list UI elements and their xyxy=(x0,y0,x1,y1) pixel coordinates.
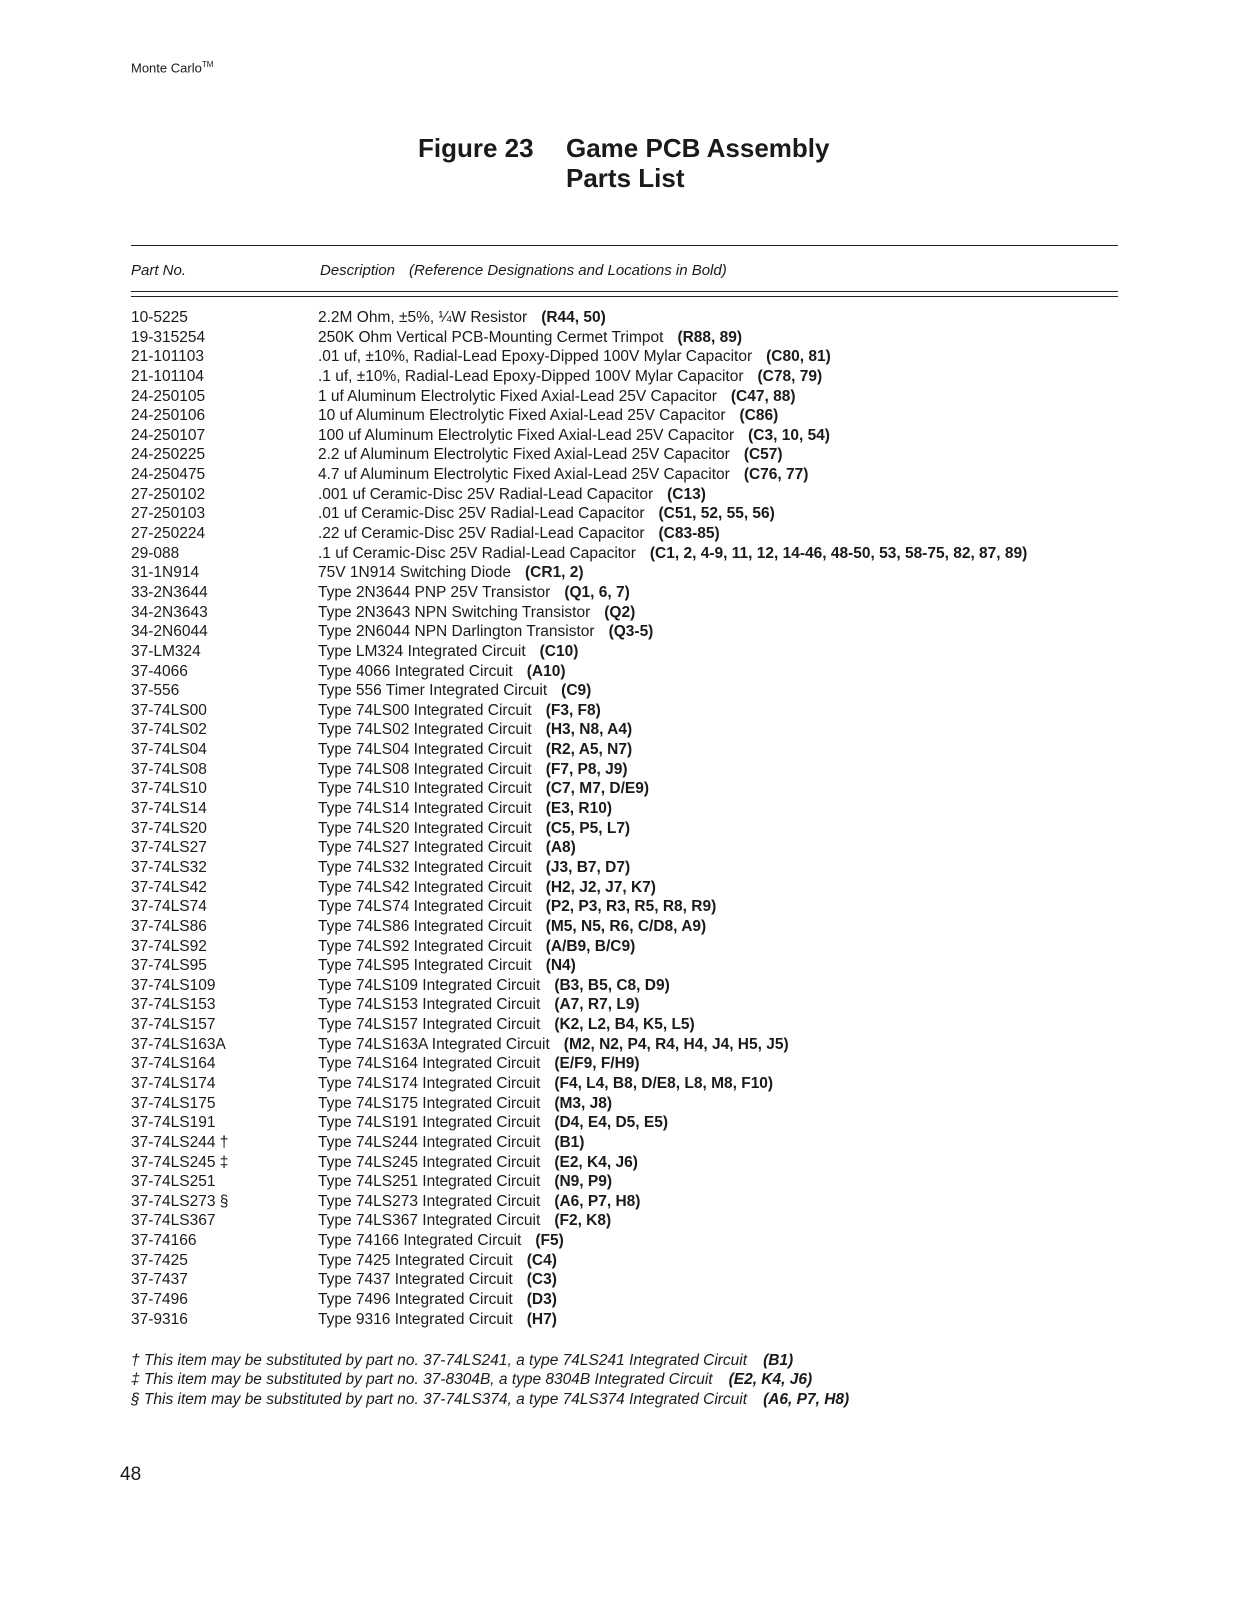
part-number: 37-74LS42 xyxy=(131,878,207,896)
table-row xyxy=(131,347,1131,367)
part-number: 24-250475 xyxy=(131,466,206,484)
part-description xyxy=(318,603,635,623)
part-number: 33-2N3644 xyxy=(131,583,208,601)
part-description xyxy=(318,681,591,701)
reference-designations: (A8) xyxy=(545,839,576,857)
part-description xyxy=(318,544,1027,564)
trademark-mark: TM xyxy=(201,60,214,69)
part-number: 37-74LS244 † xyxy=(131,1133,229,1151)
table-row xyxy=(131,445,1131,465)
footnote: † This item may be substituted by part no. 37-74LS241, a type 74LS241 Integrated Circuit (B1) xyxy=(131,1352,794,1369)
description-text: .001 uf Ceramic-Disc 25V Radial-Lead Capacitor xyxy=(318,485,654,503)
part-number: 21-101103 xyxy=(131,348,204,366)
reference-designations: (F3, F8) xyxy=(545,701,601,719)
description-text: .01 uf, ±10%, Radial-Lead Epoxy-Dipped 100V Mylar Capacitor xyxy=(318,348,753,366)
part-number: 37-74LS157 xyxy=(131,1016,216,1034)
part-description xyxy=(318,1270,557,1290)
part-description xyxy=(318,1251,557,1271)
table-row xyxy=(131,838,1131,858)
part-description xyxy=(318,1192,640,1212)
reference-designations: (F5) xyxy=(535,1232,564,1250)
part-description xyxy=(318,642,578,662)
table-row xyxy=(131,1054,1131,1074)
description-text: Type 74166 Integrated Circuit xyxy=(318,1232,522,1250)
description-text: Type 74LS273 Integrated Circuit xyxy=(318,1192,541,1210)
description-text: Type 2N6044 NPN Darlington Transistor xyxy=(318,623,595,641)
part-number: 37-74LS86 xyxy=(131,917,207,935)
part-description xyxy=(318,367,822,387)
part-description xyxy=(318,995,640,1015)
part-description xyxy=(318,504,775,524)
part-description xyxy=(318,937,635,957)
description-text: Type 556 Timer Integrated Circuit xyxy=(318,682,548,700)
table-row xyxy=(131,720,1131,740)
description-text: 4.7 uf Aluminum Electrolytic Fixed Axial-Lead 25V Capacitor xyxy=(318,466,730,484)
part-description xyxy=(318,1094,612,1114)
table-row xyxy=(131,387,1131,407)
part-number: 37-9316 xyxy=(131,1310,188,1328)
table-row xyxy=(131,642,1131,662)
reference-designations: (B1) xyxy=(554,1133,585,1151)
part-number: 37-74LS163A xyxy=(131,1035,226,1053)
part-number: 37-74LS251 xyxy=(131,1173,216,1191)
reference-designations: (A7, R7, L9) xyxy=(554,996,640,1014)
part-description xyxy=(318,779,649,799)
reference-designations: (K2, L2, B4, K5, L5) xyxy=(554,1016,695,1034)
description-text: Type 7496 Integrated Circuit xyxy=(318,1291,513,1309)
part-description xyxy=(318,524,720,544)
header-rule-1 xyxy=(131,291,1118,292)
description-text: Type 74LS04 Integrated Circuit xyxy=(318,741,532,759)
table-row xyxy=(131,799,1131,819)
table-row xyxy=(131,1290,1131,1310)
reference-designations: (R44, 50) xyxy=(541,309,606,326)
part-number: 27-250224 xyxy=(131,525,206,543)
part-number: 27-250103 xyxy=(131,505,206,523)
description-text: Type 74LS42 Integrated Circuit xyxy=(318,878,532,896)
reference-designations: (C13) xyxy=(667,485,706,503)
table-row xyxy=(131,308,1131,328)
part-description xyxy=(318,720,632,740)
part-number: 37-LM324 xyxy=(131,642,201,660)
table-row xyxy=(131,1113,1131,1133)
part-number: 37-74LS191 xyxy=(131,1114,216,1132)
reference-designations: (CR1, 2) xyxy=(525,564,584,582)
description-text: Type 74LS251 Integrated Circuit xyxy=(318,1173,541,1191)
table-row xyxy=(131,1192,1131,1212)
part-number: 34-2N3643 xyxy=(131,603,208,621)
table-row xyxy=(131,1270,1131,1290)
title-line2: Parts List xyxy=(566,163,685,193)
table-row xyxy=(131,956,1131,976)
reference-designations: (C83-85) xyxy=(658,525,720,543)
part-description xyxy=(318,1172,612,1192)
table-row xyxy=(131,1094,1131,1114)
description-text: 100 uf Aluminum Electrolytic Fixed Axial-Lead 25V Capacitor xyxy=(318,426,735,444)
description-text: Type 2N3644 PNP 25V Transistor xyxy=(318,583,551,601)
reference-designations: (C86) xyxy=(739,407,779,425)
description-text: Type 74LS244 Integrated Circuit xyxy=(318,1133,541,1151)
reference-designations: (C1, 2, 4-9, 11, 12, 14-46, 48-50, 53, 58-75, 82, 87, 89) xyxy=(649,544,1028,562)
part-number: 37-74LS20 xyxy=(131,819,207,837)
part-number: 37-74LS00 xyxy=(131,701,207,719)
table-row xyxy=(131,583,1131,603)
reference-designations: (B3, B5, C8, D9) xyxy=(554,976,670,994)
reference-designations: (R2, A5, N7) xyxy=(545,741,633,759)
part-description xyxy=(318,563,584,583)
part-description xyxy=(318,760,628,780)
reference-designations: (C78, 79) xyxy=(757,367,823,385)
reference-designations: (C3, 10, 54) xyxy=(748,426,830,444)
description-text: Type 74LS175 Integrated Circuit xyxy=(318,1094,541,1112)
reference-designations: (F7, P8, J9) xyxy=(545,760,628,778)
part-number: 21-101104 xyxy=(131,367,204,385)
description-text: 10 uf Aluminum Electrolytic Fixed Axial-Lead 25V Capacitor xyxy=(318,407,726,425)
footnote: ‡ This item may be substituted by part no. 37-8304B, a type 8304B Integrated Circuit (E2, K4, J6) xyxy=(131,1371,813,1389)
part-description xyxy=(318,1211,611,1231)
part-number: 37-74LS02 xyxy=(131,721,207,739)
reference-designations: (A/B9, B/C9) xyxy=(545,937,636,955)
reference-designations: (N4) xyxy=(545,957,576,975)
part-description xyxy=(318,583,630,603)
part-number: 37-74LS95 xyxy=(131,957,207,975)
reference-designations: (M5, N5, R6, C/D8, A9) xyxy=(545,917,707,935)
table-row xyxy=(131,1310,1131,1330)
page-number: 48 xyxy=(120,1464,142,1485)
reference-designations: (D4, E4, D5, E5) xyxy=(554,1114,669,1132)
page-title xyxy=(418,133,829,193)
description-text: 75V 1N914 Switching Diode xyxy=(318,564,512,582)
part-description xyxy=(318,662,566,682)
part-description xyxy=(318,819,630,839)
reference-designations: (D3) xyxy=(526,1291,557,1309)
part-description xyxy=(318,485,706,505)
part-number: 24-250225 xyxy=(131,446,206,464)
part-number: 37-556 xyxy=(131,682,180,700)
table-row xyxy=(131,406,1131,426)
description-text: Type 74LS08 Integrated Circuit xyxy=(318,760,532,778)
description-text: Type 4066 Integrated Circuit xyxy=(318,662,513,680)
table-row xyxy=(131,740,1131,760)
part-number: 37-74LS10 xyxy=(131,780,207,798)
reference-designations: (C76, 77) xyxy=(743,466,809,484)
description-text: Type 74LS95 Integrated Circuit xyxy=(318,957,532,975)
part-number: 37-7496 xyxy=(131,1291,188,1309)
table-row xyxy=(131,1211,1131,1231)
table-row xyxy=(131,465,1131,485)
part-description xyxy=(318,387,796,407)
part-description xyxy=(318,328,742,348)
reference-designations: (H3, N8, A4) xyxy=(545,721,633,739)
description-text: Type 74LS163A Integrated Circuit xyxy=(318,1035,550,1053)
part-number: 37-74LS174 xyxy=(131,1074,216,1092)
part-number: 37-7425 xyxy=(131,1251,188,1269)
description-text: Type 74LS00 Integrated Circuit xyxy=(318,701,532,719)
table-row xyxy=(131,937,1131,957)
part-number: 24-250105 xyxy=(131,387,206,405)
column-header-description xyxy=(320,262,727,279)
table-row xyxy=(131,1015,1131,1035)
part-number: 37-74LS14 xyxy=(131,800,207,818)
part-number: 24-250107 xyxy=(131,426,206,444)
description-text: Type 7425 Integrated Circuit xyxy=(318,1251,513,1269)
part-number: 37-74LS164 xyxy=(131,1055,216,1073)
table-row xyxy=(131,485,1131,505)
description-text: Type 74LS157 Integrated Circuit xyxy=(318,1016,541,1034)
title-line1: Game PCB Assembly xyxy=(566,133,830,163)
reference-designations: (C47, 88) xyxy=(730,387,796,405)
reference-designations: (N9, P9) xyxy=(554,1173,613,1191)
description-text: Type 74LS20 Integrated Circuit xyxy=(318,819,532,837)
description-text: .1 uf, ±10%, Radial-Lead Epoxy-Dipped 100V Mylar Capacitor xyxy=(318,367,744,385)
part-description xyxy=(318,1290,557,1310)
part-number: 37-74LS74 xyxy=(131,898,207,916)
reference-designations: (E2, K4, J6) xyxy=(554,1153,638,1171)
table-row xyxy=(131,622,1131,642)
description-text: Type 74LS14 Integrated Circuit xyxy=(318,800,532,818)
part-number: 37-74LS04 xyxy=(131,741,207,759)
part-description xyxy=(318,622,653,642)
description-text: Type LM324 Integrated Circuit xyxy=(318,642,526,660)
table-row xyxy=(131,897,1131,917)
table-row xyxy=(131,367,1131,387)
part-description xyxy=(318,917,706,937)
part-description xyxy=(318,445,783,465)
description-text: 1 uf Aluminum Electrolytic Fixed Axial-Lead 25V Capacitor xyxy=(318,387,717,405)
reference-designations: (C10) xyxy=(539,642,579,660)
part-description xyxy=(318,1074,773,1094)
table-row xyxy=(131,1133,1131,1153)
description-text: .22 uf Ceramic-Disc 25V Radial-Lead Capacitor xyxy=(318,525,645,543)
description-text: Type 7437 Integrated Circuit xyxy=(318,1271,513,1289)
table-row xyxy=(131,524,1131,544)
reference-designations: (C7, M7, D/E9) xyxy=(545,780,650,798)
description-text: Type 74LS191 Integrated Circuit xyxy=(318,1114,541,1132)
part-description xyxy=(318,976,670,996)
table-row xyxy=(131,1172,1131,1192)
table-row xyxy=(131,779,1131,799)
table-row xyxy=(131,662,1131,682)
table-row xyxy=(131,995,1131,1015)
part-number: 29-088 xyxy=(131,544,180,562)
part-number: 37-74LS08 xyxy=(131,760,207,778)
description-text: Type 74LS32 Integrated Circuit xyxy=(318,858,532,876)
description-text: Type 74LS74 Integrated Circuit xyxy=(318,898,532,916)
part-description xyxy=(318,1035,789,1055)
part-number: 37-74LS27 xyxy=(131,839,207,857)
table-row xyxy=(131,681,1131,701)
part-number: 34-2N6044 xyxy=(131,623,208,641)
parts-table xyxy=(131,308,1131,1329)
description-text: .1 uf Ceramic-Disc 25V Radial-Lead Capacitor xyxy=(318,544,636,562)
reference-designations: (Q3-5) xyxy=(608,623,654,641)
reference-designations: (Q2) xyxy=(604,603,636,621)
part-number: 10-5225 xyxy=(131,309,188,326)
part-description xyxy=(318,838,576,858)
table-row xyxy=(131,504,1131,524)
part-number: 37-74LS175 xyxy=(131,1094,216,1112)
table-row xyxy=(131,328,1131,348)
part-description xyxy=(318,1054,640,1074)
table-row xyxy=(131,878,1131,898)
description-text: Type 74LS153 Integrated Circuit xyxy=(318,996,541,1014)
description-text: Type 74LS02 Integrated Circuit xyxy=(318,721,532,739)
reference-designations: (F2, K8) xyxy=(554,1212,612,1230)
reference-designations: (A6, P7, H8) xyxy=(554,1192,641,1210)
reference-designations: (H7) xyxy=(526,1310,557,1328)
part-number: 31-1N914 xyxy=(131,564,200,582)
part-number: 37-74LS245 ‡ xyxy=(131,1153,229,1171)
part-description xyxy=(318,878,656,898)
part-description xyxy=(318,1015,695,1035)
reference-designations: (A10) xyxy=(526,662,566,680)
reference-designations: (R88, 89) xyxy=(677,328,743,346)
part-description xyxy=(318,956,576,976)
part-number: 37-74LS92 xyxy=(131,937,207,955)
part-description xyxy=(318,1113,668,1133)
part-description xyxy=(318,701,601,721)
reference-designations: (C57) xyxy=(743,446,783,464)
reference-designations: (E3, R10) xyxy=(545,800,613,818)
part-description xyxy=(318,1133,584,1153)
top-rule xyxy=(131,245,1118,246)
part-description xyxy=(318,740,632,760)
table-row xyxy=(131,1074,1131,1094)
table-row xyxy=(131,1153,1131,1173)
table-row xyxy=(131,544,1131,564)
running-header xyxy=(131,60,213,75)
reference-designations: (C3) xyxy=(526,1271,557,1289)
column-header-ref-note: (Reference Designations and Locations in Bold) xyxy=(409,262,727,279)
table-row xyxy=(131,1251,1131,1271)
reference-designations: (H2, J2, J7, K7) xyxy=(545,878,656,896)
reference-designations: (C9) xyxy=(561,682,592,700)
description-text: 2.2M Ohm, ±5%, ¼W Resistor xyxy=(318,309,528,326)
footnote: § This item may be substituted by part no. 37-74LS374, a type 74LS374 Integrated Circuit (A6, P7, H8) xyxy=(131,1390,850,1408)
part-description xyxy=(318,858,630,878)
reference-designations: (C51, 52, 55, 56) xyxy=(658,505,775,523)
reference-designations: (M3, J8) xyxy=(554,1094,613,1112)
part-number: 24-250106 xyxy=(131,407,206,425)
description-text: .01 uf Ceramic-Disc 25V Radial-Lead Capacitor xyxy=(318,505,645,523)
table-row xyxy=(131,603,1131,623)
description-text: Type 74LS86 Integrated Circuit xyxy=(318,917,532,935)
part-number: 19-315254 xyxy=(131,328,206,346)
column-header-description-label: Description xyxy=(320,262,396,279)
reference-designations: (F4, L4, B8, D/E8, L8, M8, F10) xyxy=(554,1074,774,1092)
part-number: 37-74166 xyxy=(131,1232,197,1250)
reference-designations: (M2, N2, P4, R4, H4, J4, H5, J5) xyxy=(563,1035,789,1053)
part-description xyxy=(318,799,612,819)
column-header-part: Part No. xyxy=(131,262,187,279)
description-text: Type 74LS164 Integrated Circuit xyxy=(318,1055,541,1073)
part-number: 37-4066 xyxy=(131,662,188,680)
table-row xyxy=(131,976,1131,996)
part-number: 27-250102 xyxy=(131,485,206,503)
description-text: 2.2 uf Aluminum Electrolytic Fixed Axial-Lead 25V Capacitor xyxy=(318,446,730,464)
part-description xyxy=(318,308,606,328)
description-text: Type 2N3643 NPN Switching Transistor xyxy=(318,603,591,621)
part-number: 37-74LS367 xyxy=(131,1212,216,1230)
part-description xyxy=(318,1310,557,1330)
table-row xyxy=(131,917,1131,937)
part-description xyxy=(318,1153,638,1173)
table-row xyxy=(131,1035,1131,1055)
description-text: Type 74LS10 Integrated Circuit xyxy=(318,780,532,798)
part-description xyxy=(318,1231,564,1251)
header-rule-2 xyxy=(131,296,1118,297)
reference-designations: (E/F9, F/H9) xyxy=(554,1055,640,1073)
part-number: 37-74LS109 xyxy=(131,976,216,994)
reference-designations: (Q1, 6, 7) xyxy=(564,583,630,601)
reference-designations: (J3, B7, D7) xyxy=(545,858,631,876)
part-description xyxy=(318,465,808,485)
description-text: Type 74LS109 Integrated Circuit xyxy=(318,976,541,994)
table-row xyxy=(131,563,1131,583)
reference-designations: (C80, 81) xyxy=(766,348,831,366)
table-row xyxy=(131,760,1131,780)
description-text: Type 74LS367 Integrated Circuit xyxy=(318,1212,541,1230)
part-number: 37-74LS273 § xyxy=(131,1192,229,1210)
table-row xyxy=(131,701,1131,721)
part-number: 37-7437 xyxy=(131,1271,188,1289)
table-row xyxy=(131,819,1131,839)
figure-label: Figure 23 xyxy=(418,133,534,163)
part-description xyxy=(318,406,778,426)
part-description xyxy=(318,897,716,917)
product-name: Monte Carlo xyxy=(131,60,202,76)
description-text: Type 74LS27 Integrated Circuit xyxy=(318,839,532,857)
table-row xyxy=(131,1231,1131,1251)
description-text: Type 74LS92 Integrated Circuit xyxy=(318,937,532,955)
description-text: Type 74LS245 Integrated Circuit xyxy=(318,1153,541,1171)
part-description xyxy=(318,426,830,446)
reference-designations: (C4) xyxy=(526,1251,557,1269)
description-text: Type 9316 Integrated Circuit xyxy=(318,1310,513,1328)
reference-designations: (P2, P3, R3, R5, R8, R9) xyxy=(545,898,717,916)
part-description xyxy=(318,347,831,367)
table-row xyxy=(131,426,1131,446)
description-text: Type 74LS174 Integrated Circuit xyxy=(318,1074,541,1092)
part-number: 37-74LS32 xyxy=(131,858,207,876)
reference-designations: (C5, P5, L7) xyxy=(545,819,631,837)
description-text: 250K Ohm Vertical PCB-Mounting Cermet Trimpot xyxy=(318,328,664,346)
table-row xyxy=(131,858,1131,878)
footnotes xyxy=(131,1351,849,1409)
part-number: 37-74LS153 xyxy=(131,996,216,1014)
